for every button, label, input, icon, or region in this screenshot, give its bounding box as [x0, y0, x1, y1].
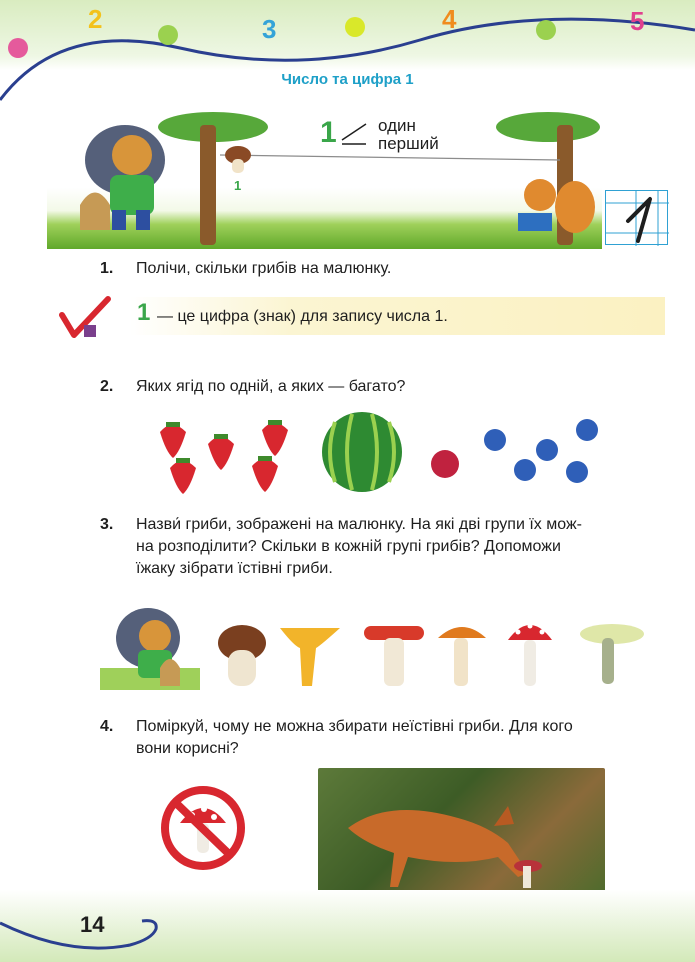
strawberry-icon [252, 459, 278, 492]
task-2-number: 2. [100, 378, 114, 395]
page-number: 14 [80, 912, 105, 937]
task-3-number: 3. [100, 516, 114, 533]
digit-writing-sample [605, 190, 668, 245]
task-2-text: Яких ягід по одній, а яких — багато? [136, 378, 406, 395]
berries-illustration [150, 410, 610, 500]
task-3-line-3: їжаку зібрати їстівні гриби. [136, 560, 333, 577]
fox-photo [318, 768, 605, 896]
digit-5-icon: 5 [630, 6, 645, 36]
chanterelle-mushroom-icon [280, 628, 340, 686]
digit-4-icon: 4 [442, 4, 457, 34]
task-4-line-1: Поміркуй, чому не можна збирати неїстівні гриби. Для кого [136, 718, 573, 735]
blueberries-group [484, 419, 598, 483]
task-3-line-2: на розподілити? Скільки в кожній групі грибів? Допоможи [136, 538, 561, 555]
strawberry-icon [208, 437, 234, 470]
task-1-text: Полічи, скільки грибів на малюнку. [136, 260, 392, 277]
hero-numeral: 1 [320, 116, 337, 149]
no-toadstool-sign-icon [158, 785, 248, 871]
bracket-lines [340, 120, 370, 154]
word-ordinal: перший [378, 134, 439, 153]
strawberry-icon [262, 423, 288, 456]
check-mark-icon [58, 295, 116, 345]
digit-2-icon: 2 [88, 4, 103, 34]
task-4-line-2: вони корисні? [136, 740, 239, 757]
task-4-number: 4. [100, 718, 114, 735]
raspberry-icon [431, 450, 459, 478]
digit-3-icon: 3 [262, 14, 277, 44]
task-1-number: 1. [100, 260, 114, 277]
squirrel-icon [524, 179, 556, 211]
top-decor-curve [0, 0, 695, 120]
strawberry-icon [170, 461, 196, 494]
strawberry-icon [160, 425, 186, 458]
rule-text: — це цифра (знак) для запису числа 1. [157, 308, 448, 325]
page-title: Число та цифра 1 [281, 71, 414, 88]
russula-mushroom-icon [364, 626, 424, 640]
mushrooms-illustration [100, 598, 645, 690]
orange-cap-mushroom-icon [438, 627, 486, 638]
rule-digit: 1 [137, 299, 151, 326]
tree-sign-number: 1 [234, 178, 242, 193]
task-3-line-1: Назви́ гриби, зображені на малюнку. На які дві групи їх мож- [136, 516, 582, 533]
word-cardinal: один [378, 116, 416, 135]
